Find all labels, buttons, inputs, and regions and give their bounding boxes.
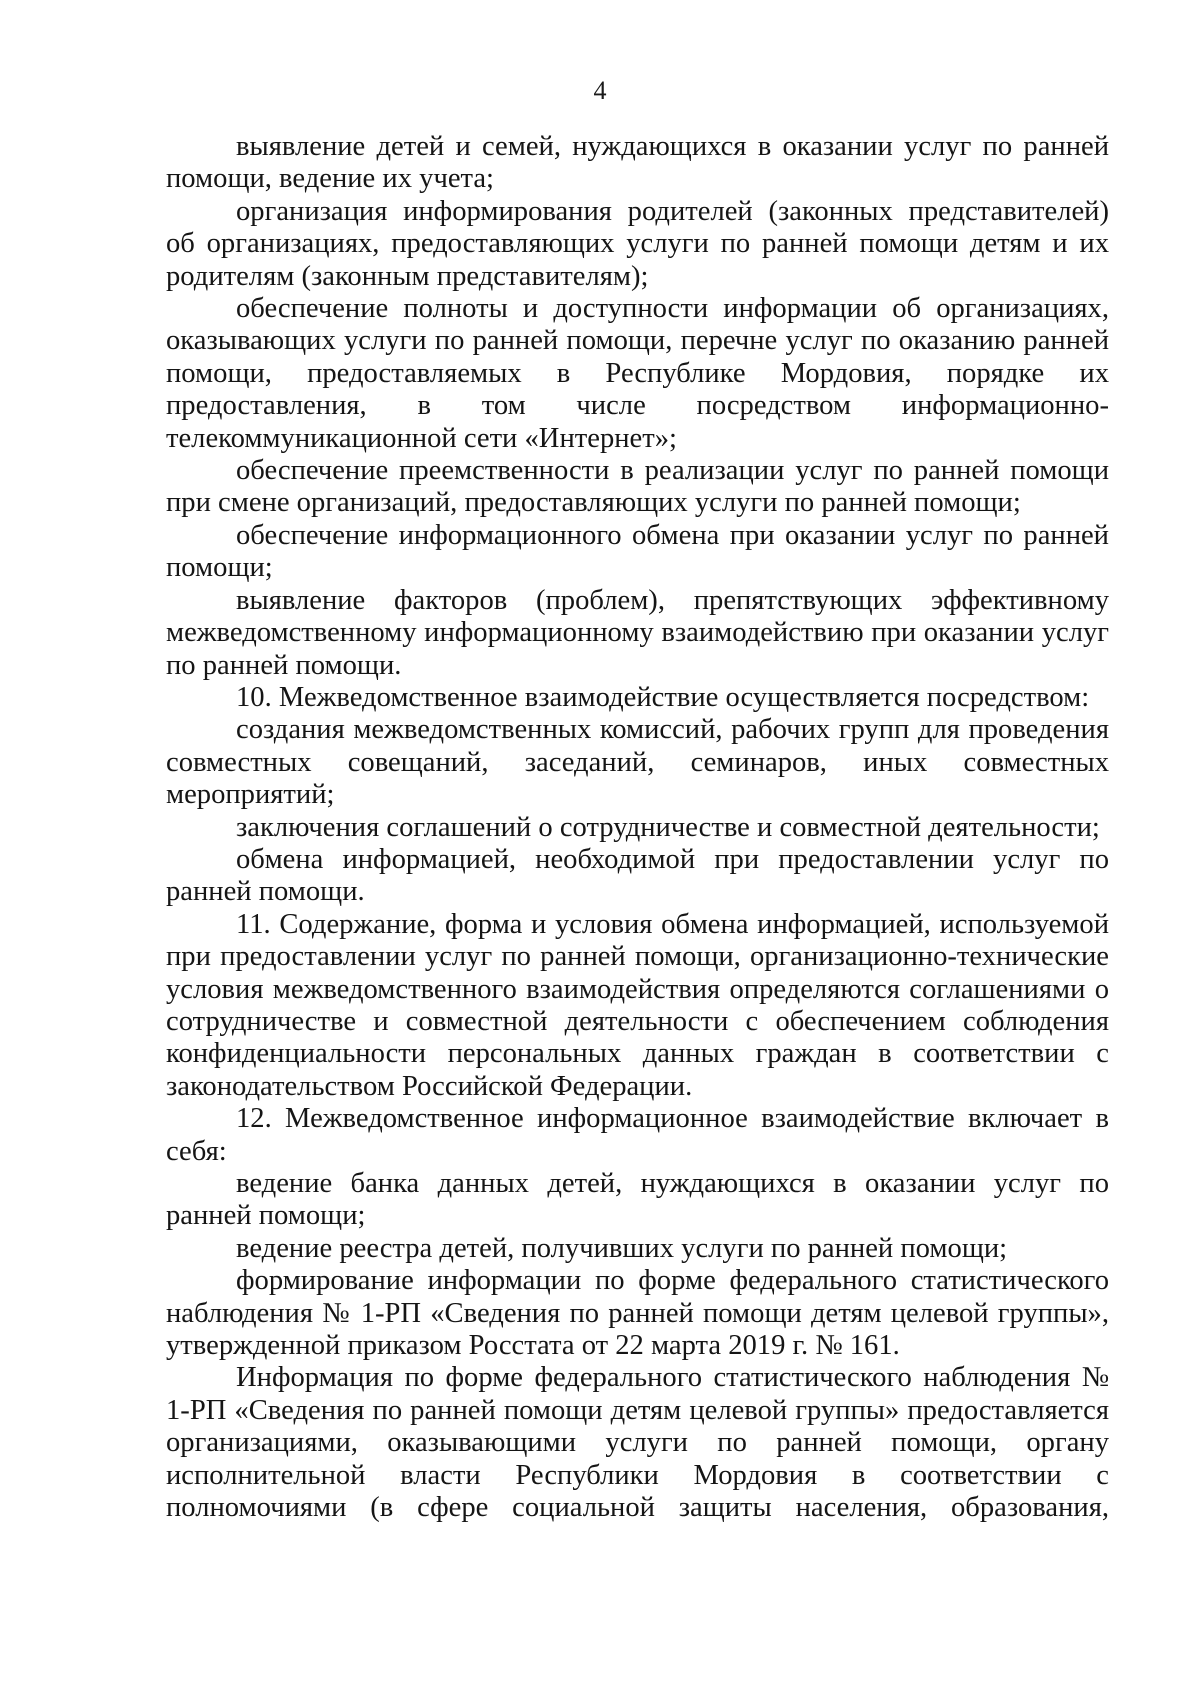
- paragraph-identification: выявление детей и семей, нуждающихся в оказании услуг по ранней помощи, ведение их учета;: [166, 131, 1109, 195]
- paragraph-statistical-form: формирование информации по форме федерального статистического наблюдения № 1-РП «Сведения по ранней помощи детям целевой группы», утвержденной приказом Росстата от 22 марта 2019 г. № 161.: [166, 1265, 1109, 1362]
- paragraph-parent-informing: организация информирования родителей (законных представителей) об организациях, предоставляющих услуги по ранней помощи детям и их родителям (законным представителям);: [166, 195, 1109, 292]
- paragraph-clause-11: 11. Содержание, форма и условия обмена информацией, используемой при предоставлении услуг по ранней помощи, организационно-технические условия межведомственного взаимодействия определяются соглашениями о сотрудничестве и совместной деятельности с обеспечением соблюдения конфиденциальности персональных данных граждан в соответствии с законодательством Российской Федерации.: [166, 908, 1109, 1102]
- paragraph-commissions: создания межведомственных комиссий, рабочих групп для проведения совместных совещаний, заседаний, семинаров, иных совместных мероприятий;: [166, 714, 1109, 811]
- paragraph-information-completeness: обеспечение полноты и доступности информации об организациях, оказывающих услуги по ранней помощи, перечне услуг по оказанию ранней помощи, предоставляемых в Республике Мордовия, порядке их предоставления, в том числе посредством информационно-телекоммуникационной сети «Интернет»;: [166, 293, 1109, 454]
- paragraph-information-exchange: обеспечение информационного обмена при оказании услуг по ранней помощи;: [166, 519, 1109, 584]
- paragraph-clause-10: 10. Межведомственное взаимодействие осуществляется посредством:: [236, 681, 1090, 713]
- paragraph-registry: ведение реестра детей, получивших услуги по ранней помощи;: [236, 1232, 1008, 1264]
- paragraph-form-submission: Информация по форме федерального статистического наблюдения № 1-РП «Сведения по ранней помощи детям целевой группы» предоставляется организациями, оказывающими услуги по ранней помощи, органу исполнительной власти Республики Мордовия в соответствии с полномочиями (в сфере социальной защиты населения, образования,: [166, 1362, 1109, 1524]
- paragraph-obstacle-identification: выявление факторов (проблем), препятствующих эффективному межведомственному информационному взаимодействию при оказании услуг по ранней помощи.: [166, 584, 1109, 681]
- paragraph-continuity: обеспечение преемственности в реализации услуг по ранней помощи при смене организаций, предоставляющих услуги по ранней помощи;: [166, 455, 1109, 519]
- paragraph-clause-12: 12. Межведомственное информационное взаимодействие включает в себя:: [166, 1103, 1109, 1167]
- paragraph-data-bank: ведение банка данных детей, нуждающихся в оказании услуг по ранней помощи;: [166, 1168, 1109, 1232]
- paragraph-information-sharing: обмена информацией, необходимой при предоставлении услуг по ранней помощи.: [166, 843, 1109, 908]
- paragraph-agreements: заключения соглашений о сотрудничестве и совместной деятельности;: [236, 811, 1100, 843]
- document-body: [166, 131, 1109, 1524]
- page-number: 4: [593, 76, 607, 105]
